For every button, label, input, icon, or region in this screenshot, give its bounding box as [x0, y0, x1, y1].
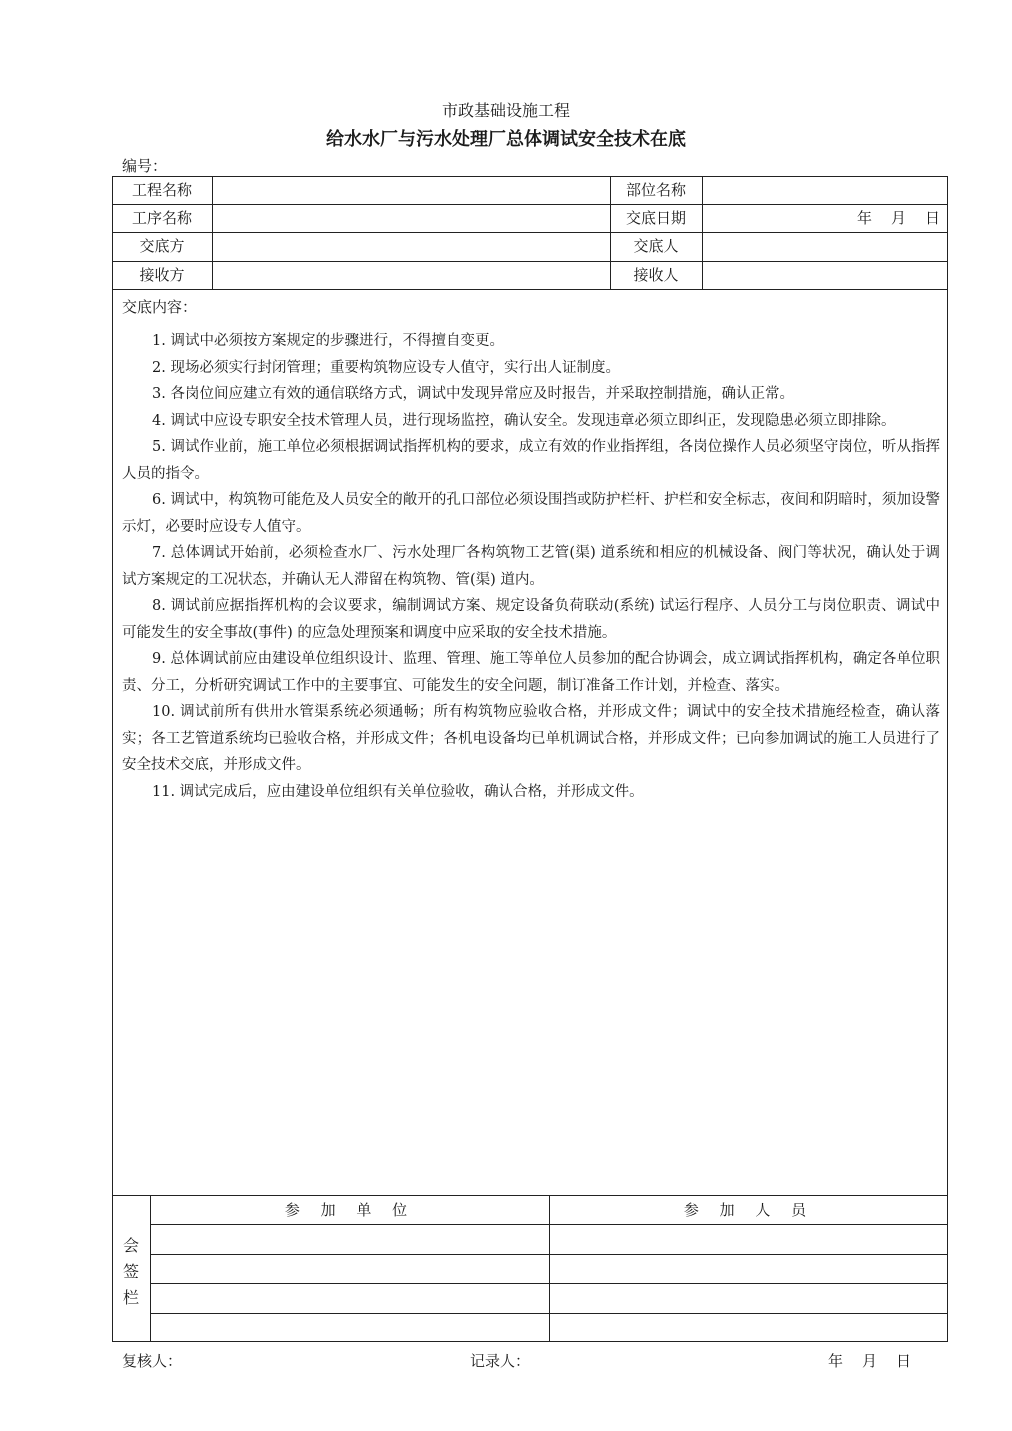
participating-person-header: 参 加 人 员 — [683, 1201, 815, 1219]
sign-label-char: 会 — [122, 1236, 139, 1255]
content-label: 交底内容： — [122, 298, 198, 316]
sign-row-divider — [150, 1254, 948, 1255]
content-item: 9. 总体调试前应由建设单位组织设计、监理、管理、施工等单位人员参加的配合协调会，成立调试指挥机构，确定各单位职责、分工，分析研究调试工作中的主要事宜、可能发生的安全问题，制订准备工作计划，并检查、落实。 — [122, 651, 940, 694]
part-name-field[interactable] — [703, 176, 947, 204]
receiver-label: 接收人 — [633, 266, 679, 284]
document-title: 给水水厂与污水处理厂总体调试安全技术在底 — [326, 129, 686, 150]
sign-row-divider — [150, 1313, 948, 1314]
briefing-date-field[interactable] — [703, 204, 947, 232]
content-item: 10. 调试前所有供卅水管渠系统必须通畅；所有构筑物应验收合格，并形成文件；调试中的安全技术措施经检查，确认落实；各工艺管道系统均已验收合格，并形成文件；各机电设备均已单机调试合格，并形成文件；已向参加调试的施工人员进行了安全技术交底，并形成文件。 — [122, 704, 940, 773]
sign-label-char: 签 — [122, 1262, 139, 1281]
content-item: 3. 各岗位间应建立有效的通信联络方式，调试中发现异常应及时报告，并采取控制措施，确认正常。 — [152, 386, 794, 402]
process-name-field[interactable] — [213, 204, 609, 232]
content-item: 8. 调试前应据指挥机构的会议要求，编制调试方案、规定设备负荷联动(系统) 试运行程序、人员分工与岗位职责、调试中可能发生的安全事故(事件) 的应急处理预案和调度中应采取的安全技术措施。 — [122, 598, 940, 641]
content-item: 1. 调试中必须按方案规定的步骤进行，不得擅自变更。 — [152, 333, 504, 349]
document-subtitle: 市政基础设施工程 — [441, 101, 570, 120]
receiving-party-label: 接收方 — [139, 266, 185, 284]
recorder-label: 记录人： — [470, 1352, 531, 1370]
process-name-label: 工序名称 — [131, 209, 192, 227]
briefing-date-label: 交底日期 — [625, 209, 686, 227]
row-divider — [112, 289, 948, 290]
footer-day-label: 日 — [896, 1352, 912, 1370]
content-item: 7. 总体调试开始前，必须检查水厂、污水处理厂各构筑物工艺管(渠) 道系统和相应的机械设备、阀门等状况，确认处于调试方案规定的工况状态，并确认无人滞留在构筑物、管(渠) 道内。 — [122, 545, 940, 588]
content-item: 11. 调试完成后，应由建设单位组织有关单位验收，确认合格，并形成文件。 — [152, 783, 644, 800]
participating-unit-header: 参 加 单 位 — [284, 1201, 416, 1219]
date-day-label: 日 — [925, 209, 941, 227]
briefing-party-field[interactable] — [213, 232, 609, 260]
briefing-content — [122, 328, 940, 805]
content-item: 6. 调试中，构筑物可能危及人员安全的敞开的孔口部位必须设围挡或防护栏杆、护栏和安全标志，夜间和阴暗时，须加设警示灯，必要时应设专人值守。 — [122, 492, 940, 535]
content-item: 5. 调试作业前，施工单位必须根据调试指挥机构的要求，成立有效的作业指挥组，各岗位操作人员必须坚守岗位，听从指挥人员的指令。 — [122, 439, 940, 482]
footer-month-label: 月 — [862, 1352, 878, 1370]
receiving-party-field[interactable] — [213, 261, 609, 289]
footer-year-label: 年 — [828, 1352, 844, 1370]
briefing-party-label: 交底方 — [139, 237, 185, 255]
sign-label-char: 栏 — [122, 1288, 139, 1307]
reviewer-label: 复核人： — [122, 1352, 183, 1370]
content-item: 2. 现场必须实行封闭管理；重要构筑物应设专人值守，实行出人证制度。 — [152, 359, 620, 376]
sign-row-divider — [150, 1224, 948, 1225]
date-month-label: 月 — [891, 209, 907, 227]
project-name-field[interactable] — [213, 176, 609, 204]
sign-row-divider — [150, 1283, 948, 1284]
briefer-field[interactable] — [703, 232, 947, 260]
content-item: 4. 调试中应设专职安全技术管理人员，进行现场监控，确认安全。发现违章必须立即纠正，发现隐患必须立即排除。 — [152, 412, 896, 429]
receiver-field[interactable] — [703, 261, 947, 289]
date-year-label: 年 — [857, 209, 873, 227]
part-name-label: 部位名称 — [625, 181, 686, 199]
serial-number-label: 编号： — [122, 157, 168, 175]
briefer-label: 交底人 — [633, 237, 679, 255]
project-name-label: 工程名称 — [131, 181, 192, 199]
